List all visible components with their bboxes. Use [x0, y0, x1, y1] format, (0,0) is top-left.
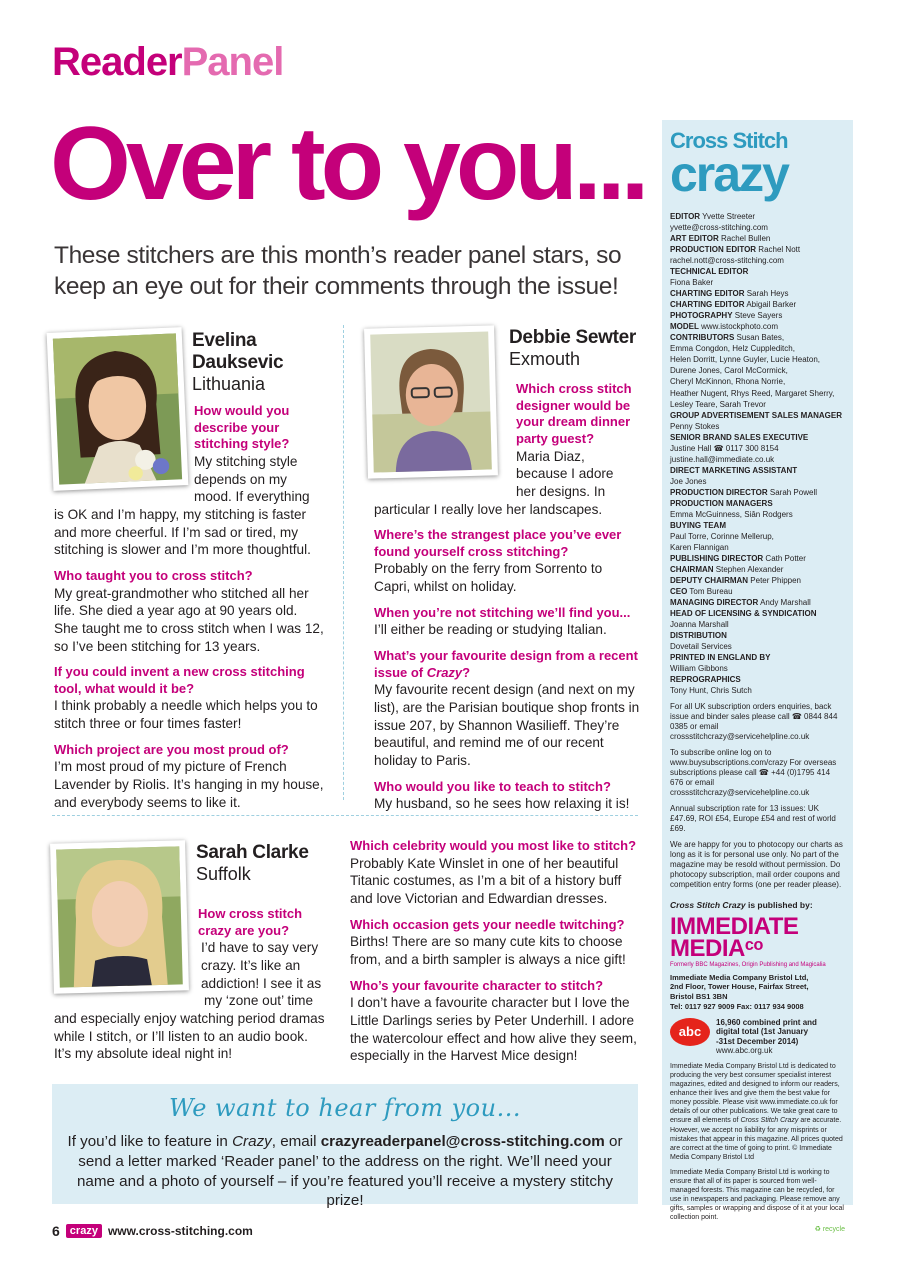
answer-line: crazy. It’s like an: [201, 957, 301, 973]
answer: Probably on the ferry from Sorrento to Capri, whilst on holiday.: [374, 561, 603, 595]
question: Who’s your favourite character to stitch?: [350, 977, 604, 993]
credit-line: CHARTING EDITOR Sarah Heys: [670, 289, 789, 299]
question: Who taught you to cross stitch?: [54, 567, 253, 583]
debbie-answers: [374, 381, 642, 813]
masthead-sidebar: [662, 120, 853, 1233]
answer: I’m most proud of my picture of French Lavender by Riolis. It’s hanging in my house, and everybody seems to like it.: [54, 759, 324, 810]
panelist-name: Evelina: [192, 330, 257, 351]
credit-line: CHARTING EDITOR Abigail Barker: [670, 300, 797, 310]
credit-line: BUYING TEAM: [670, 520, 726, 530]
crazy-logo: crazy: [66, 1224, 102, 1238]
credit-line: CHAIRMAN Stephen Alexander: [670, 565, 784, 574]
credit-line: PRINTED IN ENGLAND BY: [670, 653, 771, 663]
panelist-name: Dauksevic: [192, 352, 284, 374]
recycle-icon: ♻ recycle: [814, 1225, 845, 1233]
answer: I don’t have a favourite character but I love the Little Darlings series by Peter Underhill. I adore the watercolour effect and how alive they seem, especially in the Harvest Mice design!: [350, 995, 637, 1064]
question: Which celebrity would you most like to stitch?: [350, 838, 637, 853]
answer: and especially enjoy watching period dramas while I stitch, or I’ll listen to an audio book. It’s my absolute ideal night in!: [54, 1010, 325, 1062]
answer: My favourite recent design (and next on my list), are the Parisian boutique shop fronts in issue 207, by Shannon Wasilieff. They’re beautiful, and remind me of our recent holiday to Paris.: [374, 682, 640, 769]
credit-line: Paul Torre, Corinne Mellerup,: [670, 531, 774, 541]
published-by: Cross Stitch Crazy is published by:: [670, 900, 813, 911]
answer-line: because I adore: [516, 466, 614, 482]
credit-line: Penny Stokes: [670, 421, 720, 431]
hear-body: If you’d like to feature in Crazy, email crazyreaderpanel@cross-stitching.com or send a letter marked ‘Reader panel’ to the address on the right. We’ll need your name and a photo of yourself – if you’re featured you’ll receive a mystery stitchy prize!: [67, 1133, 623, 1210]
answer-line: depends on my: [194, 471, 287, 487]
panelist-name: Sarah Clarke: [196, 842, 309, 863]
answer: I think probably a needle which helps you to stitch three or four times faster!: [54, 698, 318, 732]
credit-line: MANAGING DIRECTOR Andy Marshall: [670, 598, 811, 608]
credit-line: PRODUCTION DIRECTOR Sarah Powell: [670, 487, 817, 497]
credit-line: REPROGRAPHICS: [670, 675, 741, 685]
magazine-logo-bottom: crazy: [670, 146, 788, 202]
footer: [52, 1223, 253, 1239]
credit-line: GROUP ADVERTISEMENT SALES MANAGER: [670, 410, 843, 420]
credit-line: PRODUCTION EDITOR Rachel Nott: [670, 245, 801, 255]
website-link[interactable]: www.cross-stitching.com: [107, 1224, 253, 1238]
answer: Births! There are so many cute kits to choose from, and a birth sampler is always a nice gift!: [350, 934, 626, 967]
subscription-info: For all UK subscription orders enquiries, back issue and binder sales please call ☎ 0844 844 0385 or email crossstitchcrazy@servicehelpline.co.uk: [670, 702, 838, 742]
answer: particular I really love her landscapes.: [374, 501, 603, 517]
question: How cross stitch crazy are you?: [198, 906, 303, 938]
credit-line: CEO Tom Bureau: [670, 587, 733, 597]
question: Which occasion gets your needle twitching?: [350, 916, 625, 932]
immediate-sub: Formerly BBC Magazines, Origin Publishing and Magicalia: [670, 962, 826, 969]
column-divider: [343, 325, 344, 800]
panelist-location: Lithuania: [192, 374, 266, 395]
section-label: [52, 40, 283, 85]
answer: Probably Kate Winslet in one of her beautiful Titanic costumes, as I’m a bit of a history buff and love Victorian and Edwardian dresses.: [350, 855, 622, 906]
intro-text: These stitchers are this month’s reader panel stars, so keep an eye out for their comments through the issue!: [54, 242, 622, 301]
question: Who would you like to teach to stitch?: [374, 778, 611, 794]
publisher-statement: Immediate Media Company Bristol Ltd is dedicated to producing the very best consumer specialist interest magazines, edited and designed to inform our readers, enhance their lives and give them the best value for money possible. Please visit www.immediate.co.uk for details of our other publications. We take great care to ensure all elements of Cross Stitch Crazy are accurate. However, we accept no liability for any misprints or mistakes that appear in this magazine. All prices quoted are correct at the time of going to print. © Immediate Media Company Bristol Ltd: [670, 1062, 843, 1161]
credit-line: Fiona Baker: [670, 278, 714, 288]
credit-line: Durene Jones, Carol McCormick,: [670, 366, 788, 376]
credit-line: ART EDITOR Rachel Bullen: [670, 234, 771, 244]
credit-line: Cheryl McKinnon, Rhona Norrie,: [670, 377, 786, 387]
credit-line: TECHNICAL EDITOR: [670, 267, 749, 277]
name-debbie: [509, 327, 636, 371]
credit-line: rachel.nott@cross-stitching.com: [670, 256, 784, 266]
credit-line: Joanna Marshall: [670, 620, 729, 630]
answer-line: mood. If everything: [194, 489, 310, 505]
answer: My great-grandmother who stitched all her life. She died a year ago at 90 years old. She taught me to cross stitch when I was 12, so I’ve been stitching for 13 years.: [54, 585, 324, 654]
credit-line: William Gibbons: [670, 664, 728, 674]
credit-line: Helen Dorritt, Lynne Guyler, Lucie Heaton,: [670, 355, 821, 365]
credits-list: [670, 211, 845, 696]
credit-line: Lesley Teare, Sarah Trevor: [670, 399, 766, 409]
answer: I’ll either be reading or studying Italian.: [374, 622, 607, 638]
hear-from-you-box: [52, 1084, 638, 1210]
panelist-location: Exmouth: [509, 349, 581, 370]
credit-line: HEAD OF LICENSING & SYNDICATION: [670, 609, 817, 619]
credit-line: DISTRIBUTION: [670, 631, 727, 641]
section-label-reader: Reader: [52, 40, 182, 84]
credit-line: Emma Congdon, Helz Cuppleditch,: [670, 344, 795, 354]
answer: My husband, so he sees how relaxing it is!: [374, 796, 630, 812]
sarah-answers-left: [54, 906, 326, 1063]
subscription-rate: Annual subscription rate for 13 issues: UK £47.69, ROI £54, Europe £54 and rest of world £69.: [670, 804, 836, 834]
answer-line: her designs. In: [516, 483, 606, 499]
email-link[interactable]: crazyreaderpanel@cross-stitching.com: [320, 1133, 605, 1150]
credit-line: PUBLISHING DIRECTOR Cath Potter: [670, 553, 806, 563]
name-sarah: [196, 842, 309, 886]
credit-line: MODEL www.istockphoto.com: [670, 322, 779, 332]
credit-line: Dovetail Services: [670, 642, 732, 652]
section-label-panel: Panel: [181, 40, 284, 84]
panelist-name: Debbie Sewter: [509, 327, 637, 348]
credit-line: EDITOR Yvette Streeter: [670, 212, 756, 221]
question: When you’re not stitching we’ll find you...: [374, 604, 631, 620]
sarah-answers-right: [350, 838, 638, 1065]
credit-line: SENIOR BRAND SALES EXECUTIVE: [670, 432, 809, 442]
immediate-media-logo: IMMEDIATE MEDIAᶜᵒ: [670, 913, 799, 962]
answer-line: I’d have to say very: [201, 940, 319, 956]
credit-line: Emma McGuinness, Siân Rodgers: [670, 509, 793, 519]
question: If you could invent a new cross stitching tool, what would it be?: [54, 664, 305, 696]
photocopy-notice: We are happy for you to photocopy our charts as long as it is for personal use only. No part of the magazine may be resold without permission. Do photocopy subscription, mail order coupons and competition entry forms (one per reader please).: [670, 840, 843, 890]
question: Which project are you most proud of?: [54, 741, 289, 757]
name-evelina: [192, 330, 283, 396]
credit-line: PRODUCTION MANAGERS: [670, 498, 773, 508]
abc-certification: [670, 1018, 845, 1056]
evelina-answers: [54, 403, 324, 811]
question: Which cross stitch designer would be your dream dinner party guest?: [516, 381, 632, 446]
answer: is OK and I’m happy, my stitching is faster and more cheerful. If I’m sad or tired, my stitching is slower and I’m more thoughtful.: [54, 506, 311, 558]
question: What’s your favourite design from a recent issue of Crazy?: [374, 648, 638, 680]
environment-statement: Immediate Media Company Bristol Ltd is working to ensure that all of its paper is sourced from well-managed forests. This magazine can be recycled, for use in newspapers and packaging. Please remove any gifts, samples or wrapping and dispose of it at your local collection point.: [670, 1168, 844, 1222]
headline: Over to you...: [50, 106, 645, 222]
credit-line: justine.hall@immediate.co.uk: [670, 454, 775, 464]
answer-line: addiction! I see it as: [201, 975, 322, 991]
credit-line: PHOTOGRAPHY Steve Sayers: [670, 311, 783, 321]
answer-line: my ‘zone out’ time: [204, 993, 314, 1009]
credit-line: yvette@cross-stitching.com: [670, 223, 768, 233]
abc-text: 16,960 combined print and digital total (1st January -31st December 2014) www.abc.org.uk: [716, 1017, 817, 1056]
magazine-logo-top: Cross Stitch: [670, 128, 788, 153]
credit-line: Justine Hall ☎ 0117 300 8154: [670, 443, 779, 453]
publisher-address: Immediate Media Company Bristol Ltd, 2nd Floor, Tower House, Fairfax Street, Bristol BS1 3BN Tel: 0117 927 9009 Fax: 0117 934 9008: [670, 972, 809, 1011]
panelist-location: Suffolk: [196, 864, 251, 885]
credit-line: Tony Hunt, Chris Sutch: [670, 686, 752, 696]
answer-line: My stitching style: [194, 453, 298, 469]
hear-title: We want to hear from you...: [169, 1094, 521, 1122]
answer-line: Maria Diaz,: [516, 448, 585, 464]
row-divider: [52, 815, 638, 816]
question: Where’s the strangest place you’ve ever found yourself cross stitching?: [374, 527, 622, 559]
credit-line: Heather Nugent, Rhys Reed, Margaret Sherry,: [670, 388, 835, 398]
credit-line: Karen Flannigan: [670, 542, 729, 552]
credit-line: DIRECT MARKETING ASSISTANT: [670, 465, 798, 475]
subscription-online: To subscribe online log on to www.buysubscriptions.com/crazy For overseas subscriptions please call ☎ +44 (0)1795 414 676 or email crossstitchcrazy@servicehelpline.co.uk: [670, 748, 837, 798]
credit-line: DEPUTY CHAIRMAN Peter Phippen: [670, 576, 802, 586]
credit-line: CONTRIBUTORS Susan Bates,: [670, 333, 785, 343]
credit-line: Joe Jones: [670, 476, 707, 486]
page-number: 6: [52, 1223, 60, 1239]
question: How would you describe your stitching style?: [194, 403, 290, 452]
abc-logo: abc: [670, 1018, 710, 1046]
